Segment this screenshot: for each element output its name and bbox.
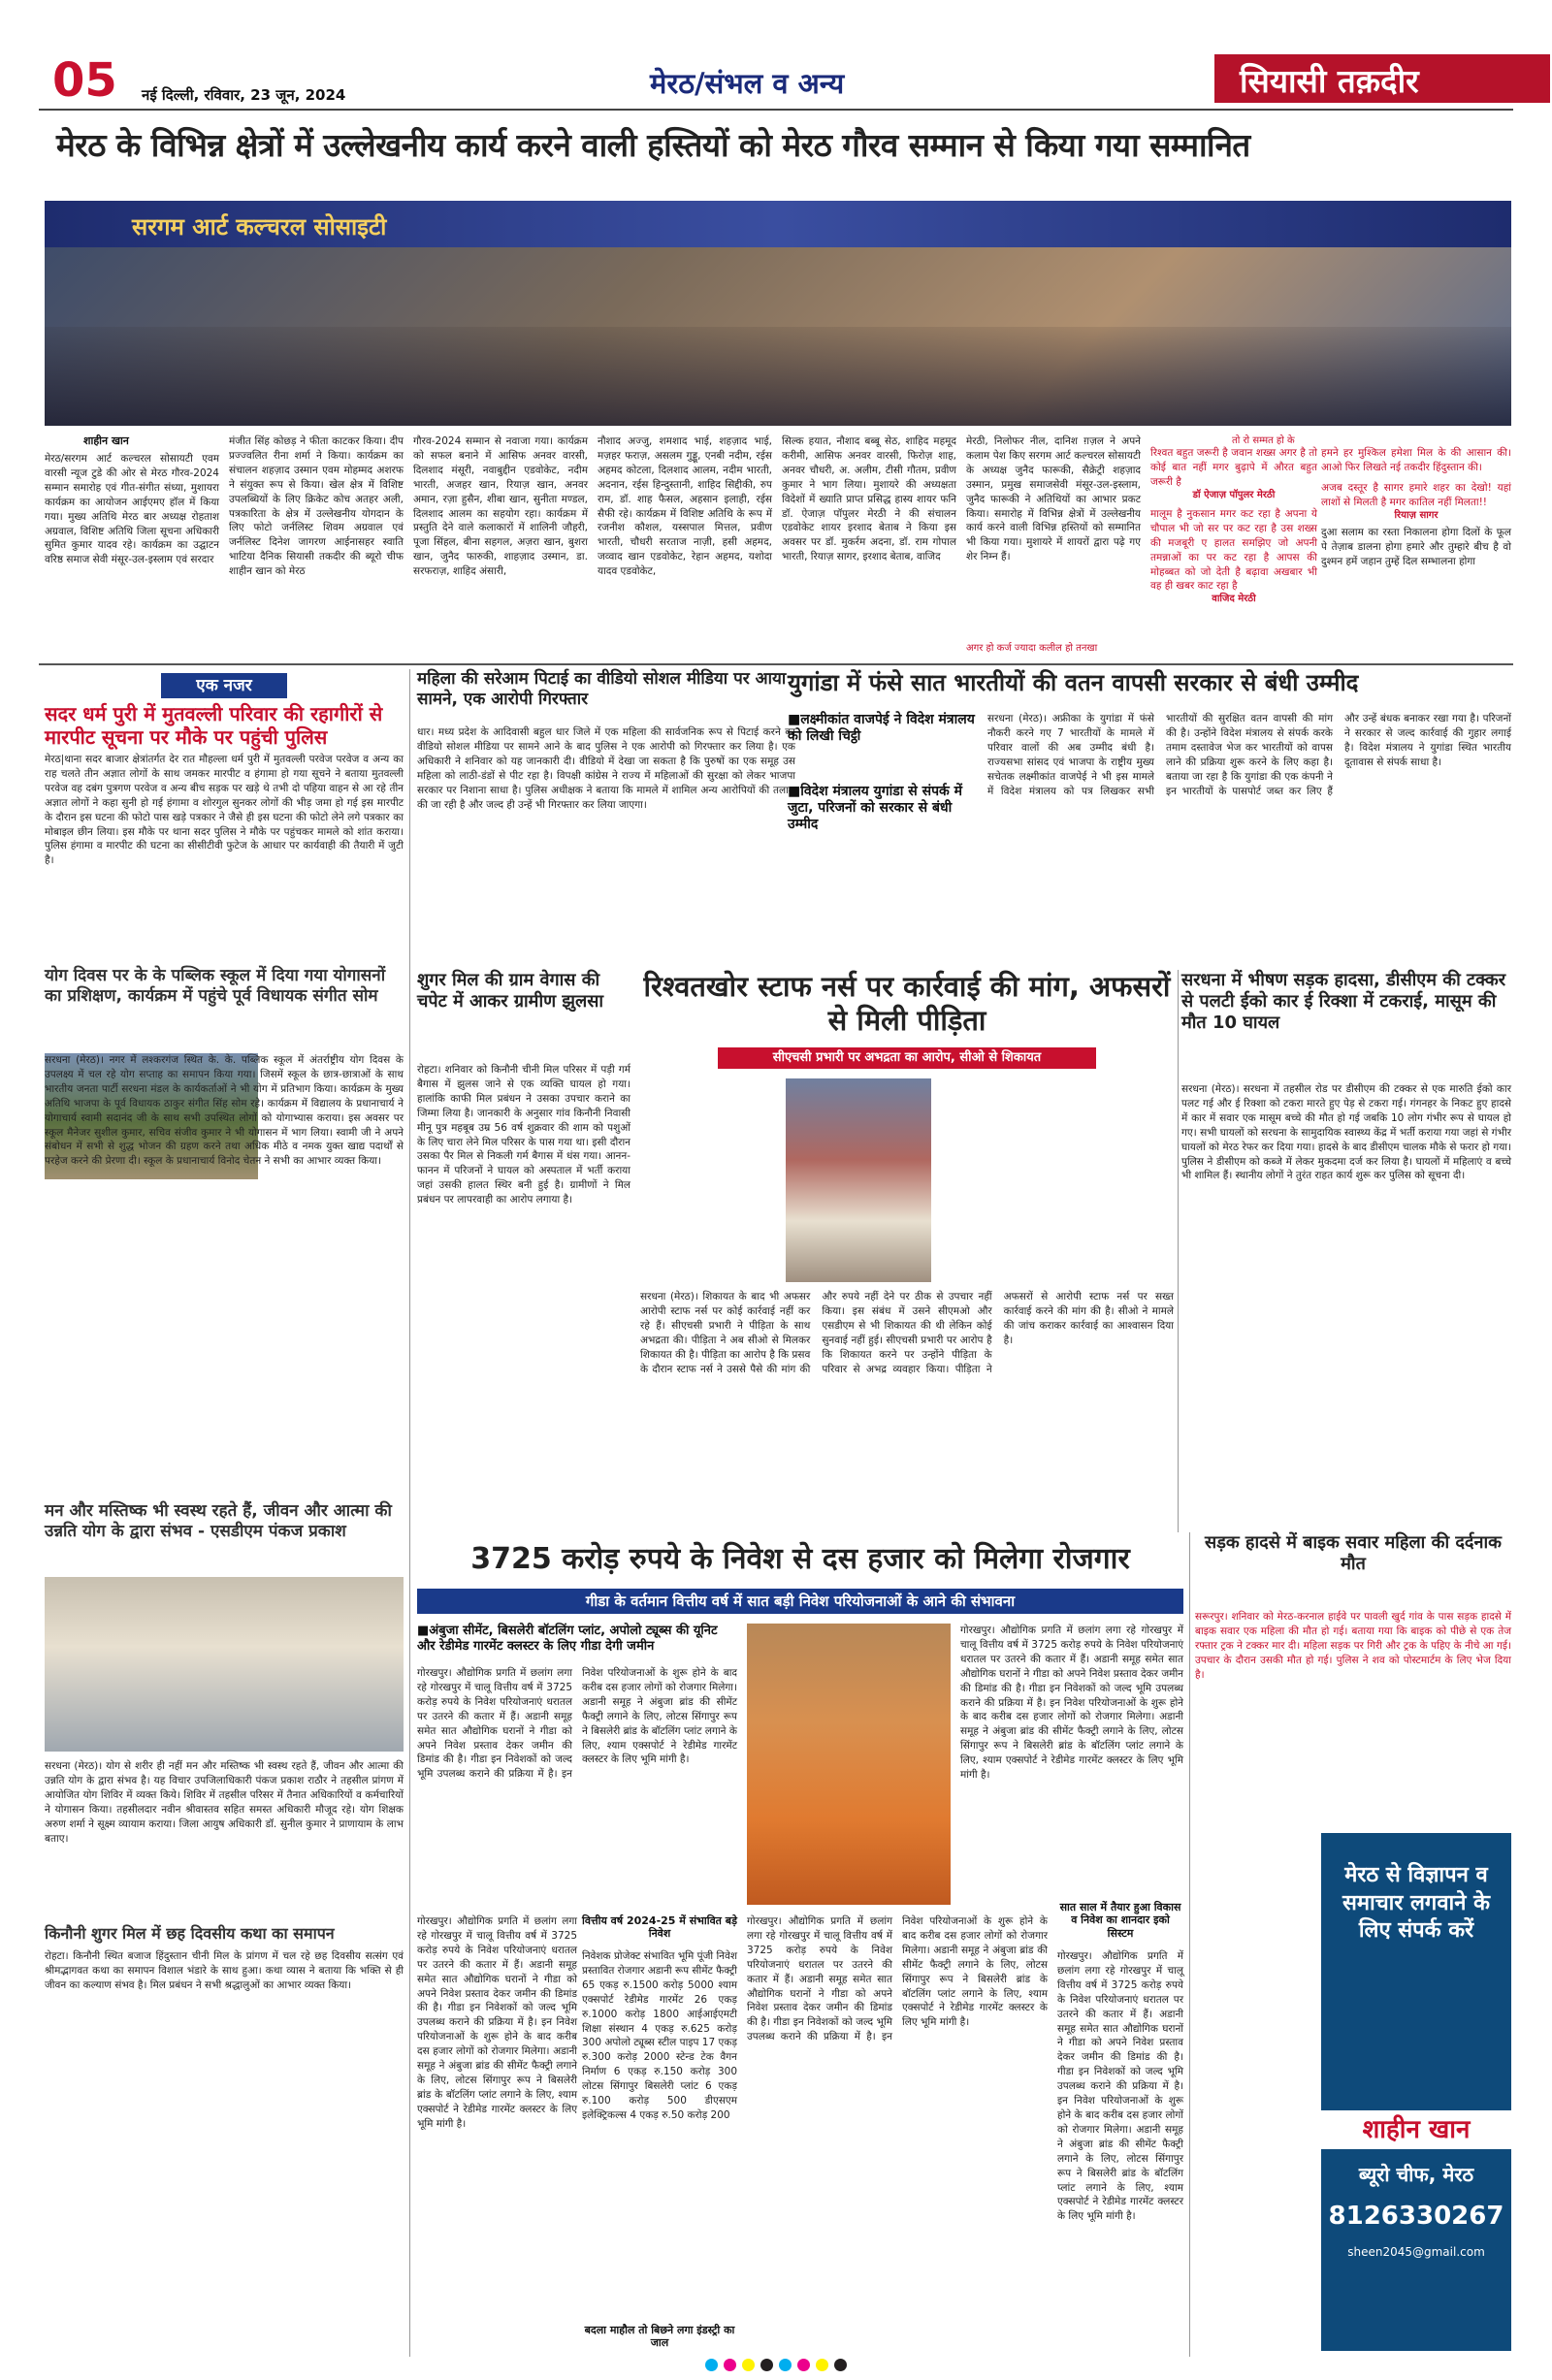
story-investment [417,1542,1183,2350]
story-yoga-school [45,966,404,1490]
main-col-3: गौरव-2024 सम्मान से नवाजा गया। कार्यक्रम को सफल बनाने में आसिफ अनवर वारसी, दिलशाद मंसूरी, नवाबुद्दीन एडवोकेट, नदीम भारती, अजहर खान, रियाज़ खान, अनवर अमान, रज़ा हुसैन, शीबा खान, सुनीता मण्डल, दिलशाद आलम का सहयोग रहा। कार्यक्रम में प्रस्तुति देने वाले कलाकारों में शालिनी जौहरी, पूजा सिंहल, बीना सहगल, अज़रा खान, बुशरा खान, जुनैद फारुकी, शाहज़ाद उस्मान, डा. सरफराज़, शाहिद अंसारी, [413,435,588,578]
s10-body-3: गोरखपुर। औद्योगिक प्रगति में छलांग लगा रहे गोरखपुर में चालू वित्तीय वर्ष में 3725 करोड़ रुपये के निवेश परियोजनाएं धरातल पर उतरने की कतार में हैं। अडानी समूह समेत सात औद्योगिक घरानों ने गीडा को अपने निवेश प्रस्ताव देकर जमीन की डिमांड की है। गीडा इन निवेशकों को जल्द भूमि उपलब्ध कराने की प्रक्रिया में है। इन निवेश परियोजनाओं के शुरू होने के बाद करीब दस हजार लोगों को रोजगार मिलेगा। अडानी समूह ने अंबुजा ब्रांड की सीमेंट फैक्ट्री लगाने के लिए, लोटस सिंगापुर रूप ने बिसलेरी ब्रांड के बॉटलिंग प्लांट लगाने के लिए, श्याम एक्सपोर्ट ने रेडीमेड गारमेंट क्लस्टर के लिए भूमि मांगी है। [747,1915,1048,2043]
s4-body: रोहटा। किनौनी स्थित बजाज हिंदुस्तान चीनी मिल के प्रांगण में चल रहे छह दिवसीय सत्संग एवं श्रीमद्भागवत कथा का समापन विशाल भंडारे के साथ हुआ। कथा व्यास ने बताया कि भक्ति से ही जीवन का कल्याण संभव है। मिल प्रबंधन ने सभी श्रद्धालुओं का आभार व्यक्त किया। [45,1950,404,1991]
s7-body: रोहटा। शनिवार को किनौनी चीनी मिल परिसर में पड़ी गर्म बैगास में झुलस जाने से एक व्यक्ति घायल हो गया। हालांकि काफी मिल प्रबंधन ने उसका उपचार कराने का जिम्मा लिया है। जानकारी के अनुसार गांव किनौनी निवासी मीनू पुत्र महबूब उम्र 56 वर्ष शुक्रवार की शाम को पशुओं के लिए चारा लेने मिल परिसर के पास गया था। इसी दौरान उसका पैर मिल से निकली गर्म बैगास में धंस गया। आनन-फानन में परिजनों ने घायल को अस्पताल में भर्ती कराया जहां उसकी हालत स्थिर बनी हुई है। ग्रामीणों ने मिल प्रबंधन पर लापरवाही का आरोप लगाया है। [417,1064,630,1206]
s10-headline: 3725 करोड़ रुपये के निवेश से दस हजार को मिलेगा रोजगार [470,1542,1130,1576]
poem-3: हमने हर मुश्किल हमेशा मिल के की आसान की। आओ फिर लिखते नई तकदीर हिंदुस्तान की। [1321,447,1511,473]
main-headline: मेरठ के विभिन्न क्षेत्रों में उल्लेखनीय कार्य करने वाली हस्तियों को मेरठ गौरव सम्मान से किया गया सम्मानित [56,126,1250,164]
poet-1: डॉ ऐजाज़ पॉपुलर मेरठी [1192,489,1276,500]
main-col-5: सिल्क हयात, नौशाद बब्बू सेठ, शाहिद महमूद करीमी, आसिफ अनवर वारसी, फिरोज़ शाह, अनवर चौधरी, अ. अलीम, टीसी गौतम, प्रवीण कुमार ने भाग लिया। मुशायरे की अध्यक्षता विदेशों में ख्याति प्राप्त प्रसिद्ध हास्य शायर फनि डॉ. ऐजाज़ पॉपुलर मेरठी ने की संचालन एडवोकेट शायर इरशाद बेताब ने किया इस अवसर पर डॉ. मुकर्रम अदना, डॉ. राम गोपाल भारती, रियाज़ सागर, इरशाद बेताब, वाजिद [782,435,956,563]
story-nurse-bribe [640,970,1174,1532]
main-col-4: नौशाद अज्जु, शमशाद भाई, शहज़ाद भाई, मज़हर फराज़, असलम गुड्डू, एनबी नदीम, रईस अहमद कोटला, दिलशाद आलम, नदीम भारती, अदनान, रईस हिन्दुस्तानी, शाहिद सिद्दीकी, रुप राम, डॉ. शाह फैसल, अहसान इलाही, रईस सैफी रहे। कार्यक्रम में विशिष्ट अतिथि के रूप में रजनीश कौशल, यस्सपाल मित्तल, प्रवीण भारती, चौधरी सरताज नाज़ी, हसी अहमद, जव्वाद खान एडवोकेट, रेहान अहमद, यशोदा यादव एडवोकेट, [598,435,772,578]
ad-name: शाहीन खान [1321,2110,1511,2149]
s11-headline: सड़क हादसे में बाइक सवार महिला की दर्दनाक मौत [1205,1532,1502,1574]
story-woman-beaten [417,669,795,960]
s2-headline: योग दिवस पर के के पब्लिक स्कूल में दिया गया योगासनों का प्रशिक्षण, कार्यक्रम में पहुंचे पूर्व विधायक संगीत सोम [45,966,386,1006]
poem-4: अजब दस्तूर है सागर हमारे शहर का देखो! यहां लाशों से मिलती है मगर कातिल नहीं मिलता!! [1321,481,1511,508]
story-sardhana-accident [1181,970,1511,1532]
s10-body-4: गोरखपुर। औद्योगिक प्रगति में छलांग लगा रहे गोरखपुर में चालू वित्तीय वर्ष में 3725 करोड़ रुपये के निवेश परियोजनाएं धरातल पर उतरने की कतार में हैं। अडानी समूह समेत सात औद्योगिक घरानों ने गीडा को अपने निवेश प्रस्ताव देकर जमीन की डिमांड की है। गीडा इन निवेशकों को जल्द भूमि उपलब्ध कराने की प्रक्रिया में है। इन निवेश परियोजनाओं के शुरू होने के बाद करीब दस हजार लोगों को रोजगार मिलेगा। अडानी समूह ने अंबुजा ब्रांड की सीमेंट फैक्ट्री लगाने के लिए, लोटस सिंगापुर रूप ने बिसलेरी ब्रांड के बॉटलिंग प्लांट लगाने के लिए, श्याम एक्सपोर्ट ने रेडीमेड गारमेंट क्लस्टर के लिए भूमि मांगी है। [1057,1950,1183,2223]
main-col-1: मेरठ/सरगम आर्ट कल्चरल सोसायटी एवम वारसी न्यूज टुडे की ओर से मेरठ गौरव-2024 सम्मान समारोह एवं गीत-संगीत संध्या, मुशायरा कार्यक्रम का आयोजन आईएमए हॉल में किया गया। मुख्य अतिथि मेरठ बार अध्यक्ष रोहताश अग्रवाल, विशिष्ट अतिथि जिला सूचना अधिकारी सुमित कुमार यादव रहे। कार्यक्रम का उद्घाटन वरिष्ठ समाज सेवी मंसूर-उल-इस्लाम एवं सरदार [45,453,219,566]
poem-5: दुआ सलाम का रस्ता निकालना होगा दिलों के फूल पे तेज़ाब डालना होगा हमारे और तुम्हारे बीच है वो दुश्मन हमें जहान तुम्हें दिल सम्भालना होगा [1321,526,1511,567]
s10-table-title: वित्तीय वर्ष 2024-25 में संभावित बड़े निवेश [582,1914,737,1941]
poem-2: मालूम है नुकसान मगर कट रहा है अपना ये चौपाल भी जो सर पर कट रहा है उस शख्स की मजबूरी ए हालत समझिए जो अपनी तमन्नाओं का पर कट रहा है आपस की मोहब्बत को जो देती है बढ़ावा अखबार भी वह ही खबर काट रहा है [1150,507,1317,593]
s10-body-2: गोरखपुर। औद्योगिक प्रगति में छलांग लगा रहे गोरखपुर में चालू वित्तीय वर्ष में 3725 करोड़ रुपये के निवेश परियोजनाएं धरातल पर उतरने की कतार में हैं। अडानी समूह समेत सात औद्योगिक घरानों ने गीडा को अपने निवेश प्रस्ताव देकर जमीन की डिमांड की है। गीडा इन निवेशकों को जल्द भूमि उपलब्ध कराने की प्रक्रिया में है। इन निवेश परियोजनाओं के शुरू होने के बाद करीब दस हजार लोगों को रोजगार मिलेगा। अडानी समूह ने अंबुजा ब्रांड की सीमेंट फैक्ट्री लगाने के लिए, लोटस सिंगापुर रूप ने बिसलेरी ब्रांड के बॉटलिंग प्लांट लगाने के लिए, श्याम एक्सपोर्ट ने रेडीमेड गारमेंट क्लस्टर के लिए भूमि मांगी है। [417,1915,577,2130]
page-header [0,0,1552,114]
s10-body-right: गोरखपुर। औद्योगिक प्रगति में छलांग लगा रहे गोरखपुर में चालू वित्तीय वर्ष में 3725 करोड़ रुपये के निवेश परियोजनाएं धरातल पर उतरने की कतार में हैं। अडानी समूह समेत सात औद्योगिक घरानों ने गीडा को अपने निवेश प्रस्ताव देकर जमीन की डिमांड की है। गीडा इन निवेशकों को जल्द भूमि उपलब्ध कराने की प्रक्रिया में है। इन निवेश परियोजनाओं के शुरू होने के बाद करीब दस हजार लोगों को रोजगार मिलेगा। अडानी समूह ने अंबुजा ब्रांड की सीमेंट फैक्ट्री लगाने के लिए, लोटस सिंगापुर रूप ने बिसलेरी ब्रांड के बॉटलिंग प्लांट लगाने के लिए, श्याम एक्सपोर्ट ने रेडीमेड गारमेंट क्लस्टर के लिए भूमि मांगी है। [960,1624,1183,1782]
main-col-footer: अगर हो कर्ज ज्यादा कलील हो तनखा [966,643,1098,654]
s1-headline: सदर धर्म पुरी में मुतवल्ली परिवार की रहागीरों से मारपीट सूचना पर मौके पर पहुंची पुलिस [45,702,383,750]
section-title: मेरठ/संभल व अन्य [650,67,845,100]
s10-bar: गीडा के वर्तमान वित्तीय वर्ष में सात बड़ी निवेश परियोजनाओं के आने की संभावना [417,1589,1183,1614]
photo-banner-text: सरगम आर्ट कल्चरल सोसाइटी [132,213,387,241]
main-col-2: मंजीत सिंह कोछड़ ने फीता काटकर किया। दीप प्रज्ज्वलित रीना शर्मा ने किया। कार्यक्रम का संचालन शहज़ाद उस्मान एवम मोहम्मद अशरफ ने संयुक्त रूप से किया। खेल क्षेत्र में विशिष्ट उपलब्धियों के लिए क्रिकेट कोच अतहर अली, पत्रकारिता के क्षेत्र में उल्लेखनीय योगदान के लिए फोटो जर्नलिस्ट शिवम अग्रवाल एवं जर्नलिस्ट दिनेश जागरण आईनासहर स्वाति भाटिया दैनिक सियासी तकदीर की ब्यूरो चीफ शाहीन खान को मेरठ [229,435,404,578]
s10-table: निवेशक प्रोजेक्ट संभावित भूमि पूंजी निवेश प्रस्तावित रोजगार अडानी रूप सीमेंट फैक्ट्री 65 एकड़ रु.1500 करोड़ 5000 श्याम एक्सपोर्ट रेडीमेड गारमेंट 26 एकड़ रु.1000 करोड़ 1800 आईआईएमटी शिक्षा संस्थान 4 एकड़ रु.625 करोड़ 300 अपोलो ट्यूब्स स्टील पाइप 17 एकड़ रु.300 करोड़ 2000 स्टेन्ड टेक वैगन निर्माण 6 एकड़ रु.150 करोड़ 300 लोटस सिंगापुर बिसलेरी प्लांट 6 एकड़ रु.100 करोड़ 500 डीएसएम इलेक्ट्रिकल्स 4 एकड़ रु.50 करोड़ 200 [582,1950,737,2121]
story-sugar-mill-katha [45,1924,404,2060]
award-ceremony-photo [45,201,1511,426]
story-sdm-yoga [45,1501,404,1918]
poet-3: रियाज़ सागर [1394,509,1439,521]
s10-body: गोरखपुर। औद्योगिक प्रगति में छलांग लगा रहे गोरखपुर में चालू वित्तीय वर्ष में 3725 करोड़ रुपये के निवेश परियोजनाएं धरातल पर उतरने की कतार में हैं। अडानी समूह समेत सात औद्योगिक घरानों ने गीडा को अपने निवेश प्रस्ताव देकर जमीन की डिमांड की है। गीडा इन निवेशकों को जल्द भूमि उपलब्ध कराने की प्रक्रिया में है। इन निवेश परियोजनाओं के शुरू होने के बाद करीब दस हजार लोगों को रोजगार मिलेगा। अडानी समूह ने अंबुजा ब्रांड की सीमेंट फैक्ट्री लगाने के लिए, लोटस सिंगापुर रूप ने बिसलेरी ब्रांड के बॉटलिंग प्लांट लगाने के लिए, श्याम एक्सपोर्ट ने रेडीमेड गारमेंट क्लस्टर के लिए भूमि मांगी है। [417,1667,737,1781]
main-story [45,434,1141,659]
s8-bar: सीएचसी प्रभारी पर अभद्रता का आरोप, सीओ से शिकायत [718,1047,1096,1069]
ad-title: मेरठ से विज्ञापन व समाचार लगवाने के लिए संपर्क करें [1342,1863,1491,1944]
advertisement-box [1321,1833,1511,2351]
s7-headline: शुगर मिल की ग्राम वेगास की चपेट में आकर ग्रामीण झुलसा [417,970,604,1012]
s2-body: सरधना (मेरठ)। नगर में लश्करगंज स्थित के. के. पब्लिक स्कूल में अंतर्राष्ट्रीय योग दिवस के उपलक्ष्य में चल रहे योग सप्ताह का समापन किया गया। जिसमें स्कूल के छात्र-छात्राओं के साथ भारतीय जनता पार्टी सरधना मंडल के कार्यकर्ताओं ने भी योग में प्रतिभाग किया। कार्यक्रम के मुख्य अतिथि भाजपा के पूर्व विधायक ठाकुर संगीत सिंह सोम रहे। कार्यक्रम में विद्यालय के प्रधानाचार्य ने योगाचार्य स्वामी सदानंद जी के साथ सभी उपस्थित लोगों को योगाभ्यास कराया। इस अवसर पर स्कूल मैनेजर सुशील कुमार, सचिव संजीव कुमार ने भी योगासन में भाग लिया। स्वामी जी ने अपने संबोधन में सभी से शुद्ध भोजन की ग्रहण करने तथा अधिक मीठे व नमक युक्त खाद्य पदार्थों से परहेज करने की प्रेरणा दी। स्कूल के प्रधानाचार्य विनोद चेतन ने सभी का आभार व्यक्त किया। [45,1054,404,1168]
story-uganda [788,669,1511,960]
s10-sub: ■अंबुजा सीमेंट, बिसलेरी बॉटलिंग प्लांट, अपोलो ट्यूब्स की यूनिट और रेडीमेड गारमेंट क्लस्टर के लिए गीडा देगी जमीन [417,1624,718,1654]
s10-box-title: सात साल में तैयार हुआ विकास व निवेश का शानदार इको सिस्टम [1059,1901,1181,1940]
s11-body: सरूरपुर। शनिवार को मेरठ-करनाल हाईवे पर पावली खुर्द गांव के पास सड़क हादसे में बाइक सवार एक महिला की मौत हो गई। बताया गया कि बाइक को पीछे से एक तेज रफ्तार ट्रक ने टक्कर मार दी। महिला सड़क पर गिरी और ट्रक के पहिए के नीचे आ गई। उपचार के दौरान उसकी मौत हो गई। पुलिस ने शव को पोस्टमार्टम के लिए भेज दिया है। [1195,1611,1511,1681]
main-col-6: मेरठी, निलोफर नील, दानिश ग़ज़ल ने अपने कलाम पेश किए सरगम आर्ट कल्चरल सोसायटी के अध्यक्ष जुनैद फारूकी, सैक्रेट्री शहज़ाद उस्मान, प्रमुख समाजसेवी मंसूर-उल-इस्लाम, जुनैद फारूकी ने अतिथियों का आभार प्रकट किया। समारोह में विभिन्न क्षेत्रों में उल्लेखनीय कार्य करने वाली विभिन्न हस्तियों को सम्मानित भी किया गया। मुशायरे में शायरों द्वारा पढ़े गए शेर निम्न हैं। [966,435,1141,563]
kicker-ek-nazar: एक नजर [161,673,287,698]
ad-email[interactable]: sheen2045@gmail.com [1347,2245,1485,2259]
dateline: नई दिल्ली, रविवार, 23 जून, 2024 [142,86,346,104]
s8-body: सरधना (मेरठ)। शिकायत के बाद भी अफसर आरोपी स्टाफ नर्स पर कोई कार्रवाई नहीं कर रहे हैं। सीएचसी प्रभारी ने पीड़िता के साथ अभद्रता की। पीड़िता ने अब सीओ से मिलकर शिकायत की है। पीड़िता का आरोप है कि प्रसव के दौरान स्टाफ नर्स ने उससे पैसे की मांग की और रुपये नहीं देने पर ठीक से उपचार नहीं किया। इस संबंध में उसने सीएमओ और एसडीएम से भी शिकायत की थी लेकिन कोई सुनवाई नहीं हुई। सीएचसी प्रभारी पर आरोप है कि शिकायत करने पर उन्होंने पीड़िता के परिवार से अभद्र व्यवहार किया। पीड़िता ने अफसरों से आरोपी स्टाफ नर्स पर सख्त कार्रवाई करने की मांग की है। सीओ ने मामले की जांच कराकर कार्रवाई का आश्वासन दिया है। [640,1291,1174,1375]
cm-photo [747,1624,951,1905]
main-byline: शाहीन खान [83,434,129,447]
masthead-title: सियासी तक़दीर [1240,62,1419,100]
sdm-yoga-photo [45,1577,404,1752]
s1-body: मेरठ|थाना सदर बाजार क्षेत्रांतर्गत देर रात मौहल्ला धर्म पुरी में मुतवल्ली परवेज परवेज व अन्य का राह चलते तीन अज्ञात लोगों के साथ जमकर मारपीट व हंगामा हो गया सूचने ने बताया मुतवल्ली परवेज वह दबंग पुत्रगण परवेज व अन्य बीच सड़क पर खड़े थे तभी दो पहिया वाहन से आ रहे तीन अज्ञात लोगों ने कहा सुनी हो गई हंगामा व शोरगुल सुनकर लोगों की भीड़ जमा हो गई इस मारपीट के दौरान इस घटना की फोटो पास खड़े पत्रकार ने जैसे ही इस घटना की फोटो लेने लगे पत्रकार का मोबाइल छीन लिया। इस मौके पर थाना सदर पुलिस ने मौके पर पहुंचकर मामले को शांत कराया। पुलिस हंगामा व मारपीट की घटना का सीसीटीवी फुटेज के आधार पर कार्यवाही की तैयारी में जुटी है। [45,754,404,867]
s6-sub-1: ■लक्ष्मीकांत वाजपेई ने विदेश मंत्रालय को लिखी चिट्ठी [788,712,975,745]
s9-body: सरधना (मेरठ)। सरधना में तहसील रोड पर डीसीएम की टक्कर से एक मारुति ईको कार पलट गई और ई रिक्शा को टकरा मारते हुए पेड़ से टकरा गई। गंगनहर के निकट हुए हादसे में कार में सवार एक मासूम बच्चे की मौत हो गई जबकि 10 लोग गंभीर रूप से घायल हो गए। सभी घायलों को सरधना के सामुदायिक स्वास्थ्य केंद्र में भर्ती कराया गया जहां से गंभीर घायलों को मेरठ रेफर कर दिया गया। हादसे के बाद डीसीएम चालक मौके से फरार हो गया। पुलिस ने डीसीएम को कब्जे में लेकर मुकदमा दर्ज कर लिया है। घायलों में महिलाएं व बच्चे भी शामिल हैं। स्थानीय लोगों ने तुरंत राहत कार्य शुरू कर पुलिस को सूचना दी। [1181,1083,1511,1182]
s3-headline: मन और मस्तिष्क भी स्वस्थ रहते हैं, जीवन और आत्मा की उन्नति योग के द्वारा संभव - एसडीएम पंकज प्रकाश [45,1501,392,1541]
s9-headline: सरधना में भीषण सड़क हादसा, डीसीएम की टक्कर से पलटी ईको कार ई रिक्शा में टकराई, मासूम की मौत 10 घायल [1181,970,1506,1033]
s6-headline: युगांडा में फंसे सात भारतीयों की वतन वापसी सरकार से बंधी उम्मीद [788,669,1359,696]
poems-col-1 [1150,434,1317,659]
story-ek-nazar [45,669,404,960]
ad-phone: 8126330267 [1328,2202,1504,2231]
s10-foot: बदला माहौल तो बिछने लगा इंडस्ट्री का जाल [584,2324,735,2350]
story-bike-accident [1195,1532,1511,1823]
s5-body: धार। मध्य प्रदेश के आदिवासी बहुल धार जिले में एक महिला की सार्वजनिक रूप से पिटाई करने का वीडियो सोशल मीडिया पर सामने आने के बाद पुलिस ने एक आरोपी को गिरफ्तार कर लिया है। एक अधिकारी ने शनिवार को यह जानकारी दी। वीडियो में देखा जा सकता है कि पुरुषों का एक समूह उस महिला को लाठी-डंडों से पीट रहा है। विपक्षी कांग्रेस ने राज्य में महिलाओं की सुरक्षा को लेकर भाजपा सरकार पर निशाना साधा है। पुलिस अधीक्षक ने बताया कि मामले में शामिल अन्य आरोपियों की तलाश की जा रही है और जल्द ही उन्हें भी गिरफ्तार कर लिया जाएगा। [417,726,795,811]
story-sugar-mill-burn [417,970,630,1513]
s8-headline: रिश्वतखोर स्टाफ नर्स पर कार्रवाई की मांग, अफसरों से मिली पीड़िता [643,970,1171,1038]
s5-headline: महिला की सरेआम पिटाई का वीडियो सोशल मीडिया पर आया सामने, एक आरोपी गिरफ्तार [417,669,787,709]
s4-headline: किनौनी शुगर मिल में छह दिवसीय कथा का समापन [45,1924,335,1943]
victim-photo [786,1078,931,1282]
printer-color-marks [0,2357,1552,2376]
poem-1: रिश्वत बहुत जरूरी है जवान शख्स अगर है तो कोई बात नहीं मगर बुढ़ापे में औरत बहुत जरूरी है [1150,447,1317,488]
poem-fragment: तो रो सम्मत हो के [1232,435,1295,446]
s6-sub-2: ■विदेश मंत्रालय युगांडा से संपर्क में जुटा, परिजनों को सरकार से बंधी उम्मीद [788,784,963,833]
s3-body: सरधना (मेरठ)। योग से शरीर ही नहीं मन और मस्तिष्क भी स्वस्थ रहते हैं, जीवन और आत्मा की उन्नति योग के द्वारा संभव है। यह विचार उपजिलाधिकारी पंकज प्रकाश राठौर ने तहसील प्रांगण में आयोजित योग शिविर में व्यक्त किये। शिविर में तहसील परिसर में तैनात अधिकारियों व कर्मचारियों ने योगासन किया। तहसीलदार नवीन श्रीवास्तव सहित समस्त अधिकारी मौजूद रहे। योग शिक्षक अरुण शर्मा ने सूक्ष्म व्यायाम कराया। जिला आयुष अधिकारी डॉ. सुनील कुमार ने प्राणायाम के लाभ बताए। [45,1760,404,1845]
page-number: 05 [52,53,117,108]
ad-role: ब्यूरो चीफ, मेरठ [1358,2163,1474,2186]
s6-body: सरधना (मेरठ)। अफ्रीका के युगांडा में फंसे नौकरी करने गए 7 भारतीयों के मामले में परिवार वालों की अब उम्मीद बंधी है। राज्यसभा सांसद एवं भाजपा के राष्ट्रीय मुख्य सचेतक लक्ष्मीकांत वाजपेई ने भी इस मामले में विदेश मंत्रालय को पत्र लिखकर सभी भारतीयों की सुरक्षित वतन वापसी की मांग की है। उन्होंने विदेश मंत्रालय से संपर्क करके तमाम दस्तावेज भेज कर भारतीयों को वापस लाने की प्रक्रिया शुरू करने के लिए कहा है। बताया जा रहा है कि युगांडा की एक कंपनी ने इन भारतीयों के पासपोर्ट जब्त कर लिए हैं और उन्हें बंधक बनाकर रखा गया है। परिजनों ने सरकार से जल्द कार्रवाई की गुहार लगाई है। विदेश मंत्रालय ने युगांडा स्थित भारतीय दूतावास से संपर्क साधा है। [987,713,1511,797]
poet-2: वाजिद मेरठी [1212,594,1256,605]
